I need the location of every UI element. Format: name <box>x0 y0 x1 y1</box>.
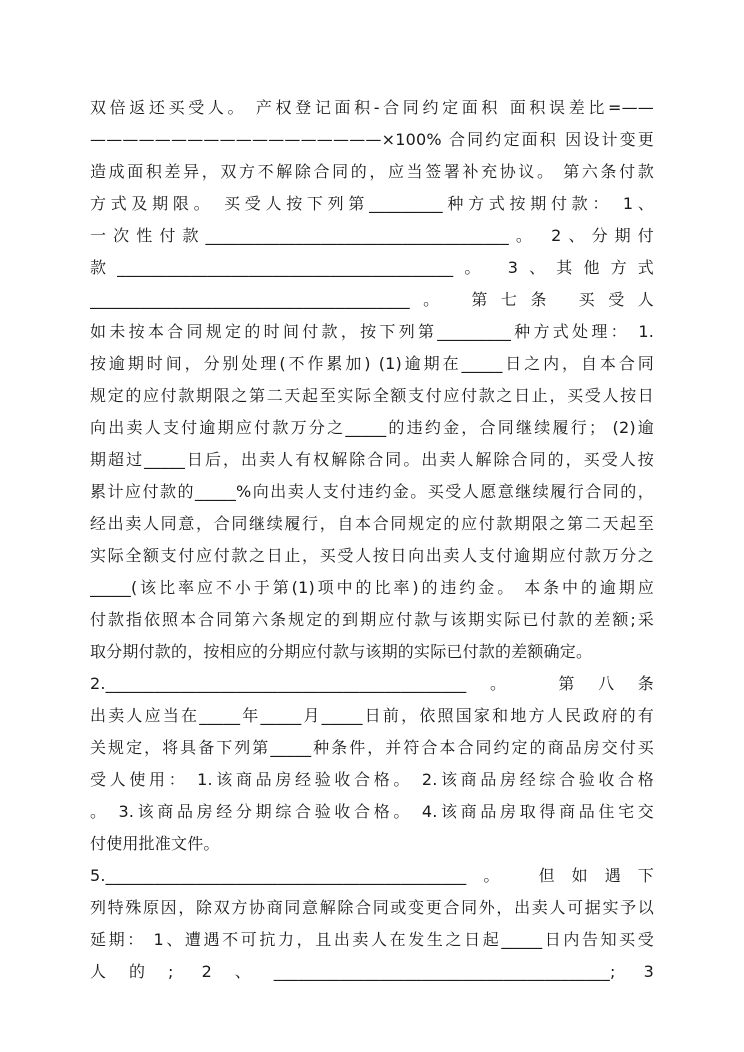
text-line-26: 列特殊原因，除双方协商同意解除合同或变更合同外，出卖人可据实予以 <box>90 898 654 917</box>
text-line-18: 取分期付款的，按相应的分期应付款与该期的实际已付款的差额确定。 <box>90 642 593 661</box>
text-line-20: 出卖人应当在_____年_____月_____日前，依照国家和地方人民政府的有 <box>90 706 654 725</box>
text-line-21: 关规定，将具备下列第_____种条件，并符合本合同约定的商品房交付买 <box>90 738 654 757</box>
text-line-24: 付使用批准文件。 <box>90 834 220 853</box>
text-line-17: 付款指依照本合同第六条规定的到期应付款与该期实际已付款的差额;采 <box>90 610 654 629</box>
text-line-12: 期超过_____日后，出卖人有权解除合同。出卖人解除合同的，买受人按 <box>90 450 654 469</box>
text-line-3: 造成面积差异，双方不解除合同的，应当签署补充协议。 第六条付款 <box>90 162 654 181</box>
text-line-23: 。 3.该商品房经分期综合验收合格。 4.该商品房取得商品住宅交 <box>90 802 654 821</box>
text-line-15: 实际全额支付应付款之日止，买受人按日向出卖人支付逾期应付款万分之 <box>90 546 654 565</box>
text-line-6: 款_________________________________________。 3、其他方式 <box>90 258 654 277</box>
text-line-27: 延期： 1、遭遇不可抗力，且出卖人在发生之日起_____日内告知买受 <box>90 930 654 949</box>
text-line-16: _____(该比率应不小于第(1)项中的比率)的违约金。 本条中的逾期应 <box>90 578 654 597</box>
text-line-22: 受人使用： 1.该商品房经验收合格。 2.该商品房经综合验收合格 <box>90 770 654 789</box>
contract-body-text <box>90 92 654 988</box>
text-line-14: 经出卖人同意，合同继续履行，自本合同规定的应付款期限之第二天起至 <box>90 514 654 533</box>
text-line-8: 如未按本合同规定的时间付款，按下列第_________种方式处理： 1. <box>90 322 654 341</box>
text-line-28: 人的; 2、_________________________________________; 3 <box>90 962 654 981</box>
text-line-7: _______________________________________。 第七条 买受人 <box>90 290 654 309</box>
text-line-1: 双倍返还买受人。 产权登记面积-合同约定面积 面积误差比=—— <box>90 98 654 117</box>
text-line-9: 按逾期时间，分别处理(不作累加) (1)逾期在_____日之内，自本合同 <box>90 354 654 373</box>
text-line-2: ——————————————————×100% 合同约定面积 因设计变更 <box>90 130 654 149</box>
text-line-5: 一次性付款_____________________________________。 2、分期付 <box>90 226 654 245</box>
text-line-13: 累计应付款的_____%向出卖人支付违约金。买受人愿意继续履行合同的， <box>90 482 654 501</box>
text-line-11: 向出卖人支付逾期应付款万分之_____的违约金，合同继续履行； (2)逾 <box>90 418 654 437</box>
text-line-4: 方式及期限。 买受人按下列第_________种方式按期付款： 1、 <box>90 194 654 213</box>
text-line-19: 2.____________________________________________。 第八条 <box>90 674 654 693</box>
text-line-10: 规定的应付款期限之第二天起至实际全额支付应付款之日止，买受人按日 <box>90 386 654 405</box>
text-line-25: 5.____________________________________________。 但如遇下 <box>90 866 654 885</box>
